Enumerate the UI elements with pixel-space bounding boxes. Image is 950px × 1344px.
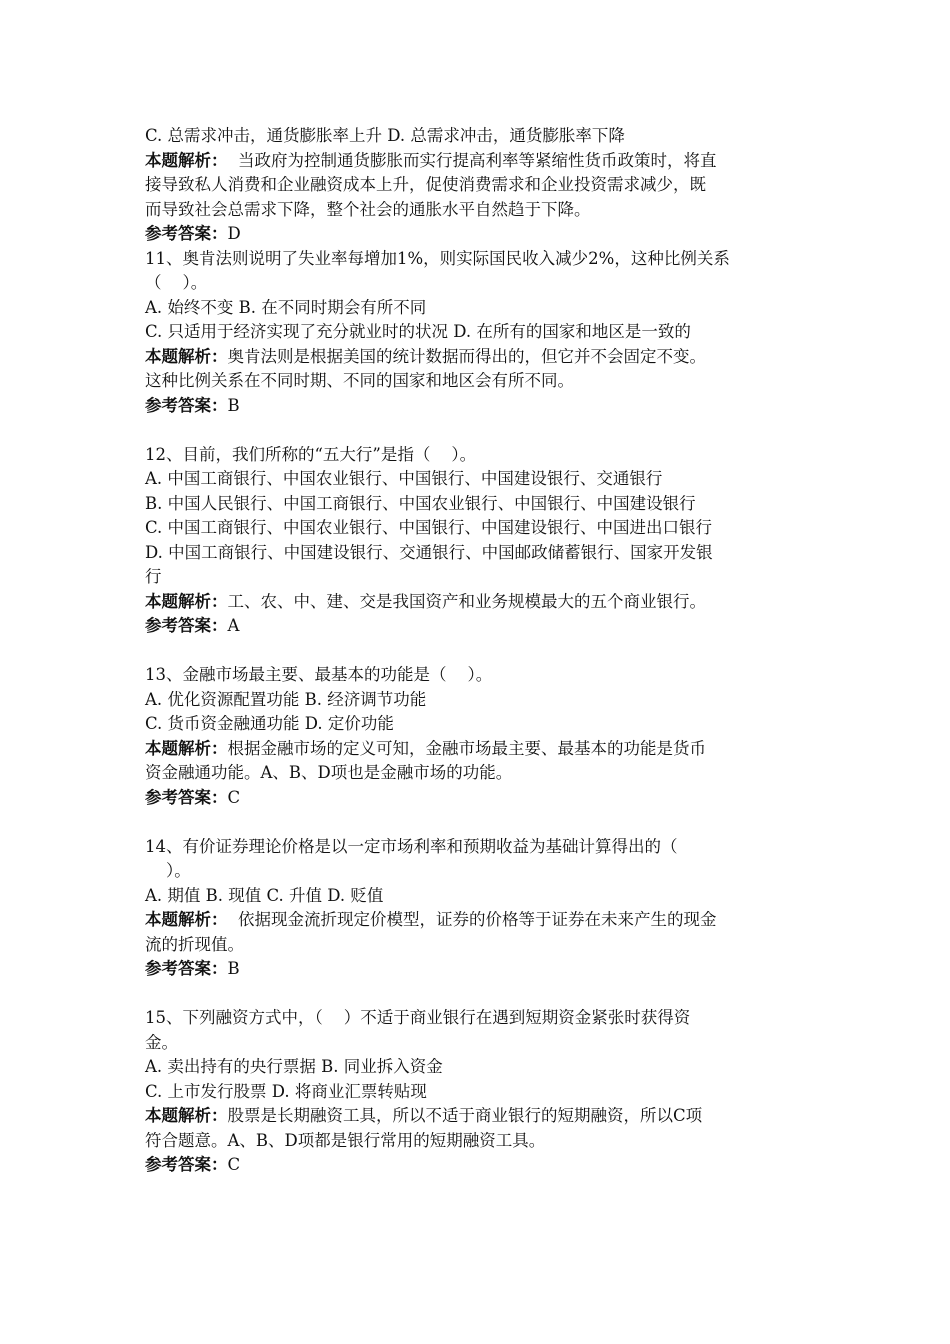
analysis-label: 本题解析： xyxy=(145,591,228,611)
analysis-line: 资金融通功能。A、B、D项也是金融市场的功能。 xyxy=(145,763,513,782)
option-line: C. 只适用于经济实现了充分就业时的状况 D. 在所有的国家和地区是一致的 xyxy=(145,322,691,341)
question-text: 12、目前，我们所称的“五大行”是指（ ）。 xyxy=(145,444,477,464)
analysis-label: 本题解析： xyxy=(145,150,228,170)
question-text: 11、奥肯法则说明了失业率每增加1%，则实际国民收入减少2%，这种比例关系 xyxy=(145,248,730,268)
question-15 xyxy=(145,1006,815,1178)
question-text: 13、金融市场最主要、最基本的功能是（ ）。 xyxy=(145,665,493,684)
analysis-text: 股票是长期融资工具，所以不适于商业银行的短期融资，所以C项 xyxy=(227,1106,703,1125)
answer-line xyxy=(145,1153,815,1178)
analysis-line xyxy=(145,1104,815,1129)
answer-value: C xyxy=(227,787,241,807)
question-text: ）。 xyxy=(145,861,191,880)
option-line: A. 期值 B. 现值 C. 升值 D. 贬值 xyxy=(145,885,384,905)
option-line: A. 卖出持有的央行票据 B. 同业拆入资金 xyxy=(145,1057,443,1076)
analysis-label: 本题解析： xyxy=(145,738,228,758)
answer-label: 参考答案： xyxy=(145,616,228,635)
answer-label: 参考答案： xyxy=(145,1155,228,1174)
answer-line xyxy=(145,957,815,982)
option-line: A. 中国工商银行、中国农业银行、中国银行、中国建设银行、交通银行 xyxy=(145,469,663,488)
answer-value: D xyxy=(227,224,241,243)
answer-label: 参考答案： xyxy=(145,959,228,978)
option-line: A. 始终不变 B. 在不同时期会有所不同 xyxy=(145,297,427,317)
question-text: （ ）。 xyxy=(145,273,208,292)
analysis-line: 接导致私人消费和企业融资成本上升，促使消费需求和企业投资需求减少，既 xyxy=(145,175,706,194)
spacer xyxy=(145,810,815,835)
option-line: C. 上市发行股票 D. 将商业汇票转贴现 xyxy=(145,1081,427,1101)
analysis-line xyxy=(145,345,815,370)
option-line: C. 货币资金融通功能 D. 定价功能 xyxy=(145,714,394,733)
document-body xyxy=(145,124,815,1178)
analysis-line: 而导致社会总需求下降，整个社会的通胀水平自然趋于下降。 xyxy=(145,199,591,219)
analysis-line xyxy=(145,737,815,762)
question-13 xyxy=(145,663,815,810)
analysis-text: 根据金融市场的定义可知，金融市场最主要、最基本的功能是货币 xyxy=(227,738,706,758)
analysis-line: 符合题意。A、B、D项都是银行常用的短期融资工具。 xyxy=(145,1130,546,1150)
question-text: 金。 xyxy=(145,1032,178,1052)
answer-line xyxy=(145,394,815,419)
question-14 xyxy=(145,835,815,982)
question-12 xyxy=(145,443,815,639)
spacer xyxy=(145,418,815,443)
analysis-line xyxy=(145,590,815,615)
analysis-label: 本题解析： xyxy=(145,910,228,929)
analysis-line xyxy=(145,908,815,933)
question-10-tail xyxy=(145,124,815,247)
analysis-text: 当政府为控制通货膨胀而实行提高利率等紧缩性货币政策时，将直 xyxy=(227,150,717,170)
answer-label: 参考答案： xyxy=(145,787,228,807)
spacer xyxy=(145,639,815,664)
spacer xyxy=(145,982,815,1007)
analysis-line: 这种比例关系在不同时期、不同的国家和地区会有所不同。 xyxy=(145,371,574,390)
answer-line xyxy=(145,786,815,811)
option-line: 行 xyxy=(145,567,162,586)
answer-line xyxy=(145,614,815,639)
option-line: C. 总需求冲击，通货膨胀率上升 D. 总需求冲击，通货膨胀率下降 xyxy=(145,126,625,145)
analysis-line: 流的折现值。 xyxy=(145,934,244,954)
answer-label: 参考答案： xyxy=(145,224,228,243)
analysis-text: 依据现金流折现定价模型，证券的价格等于证券在未来产生的现金 xyxy=(227,910,717,929)
analysis-text: 奥肯法则是根据美国的统计数据而得出的，但它并不会固定不变。 xyxy=(227,346,706,366)
answer-line xyxy=(145,222,815,247)
option-line: C. 中国工商银行、中国农业银行、中国银行、中国建设银行、中国进出口银行 xyxy=(145,518,713,537)
answer-label: 参考答案： xyxy=(145,395,228,415)
analysis-line xyxy=(145,149,815,174)
answer-value: C xyxy=(227,1155,241,1174)
question-11 xyxy=(145,247,815,419)
option-line: B. 中国人民银行、中国工商银行、中国农业银行、中国银行、中国建设银行 xyxy=(145,493,696,513)
question-text: 15、下列融资方式中，（ ）不适于商业银行在遇到短期资金紧张时获得资 xyxy=(145,1008,691,1027)
analysis-label: 本题解析： xyxy=(145,346,228,366)
question-text: 14、有价证券理论价格是以一定市场利率和预期收益为基础计算得出的（ xyxy=(145,836,678,856)
option-line: A. 优化资源配置功能 B. 经济调节功能 xyxy=(145,689,427,709)
answer-value: B xyxy=(227,395,240,415)
answer-value: A xyxy=(227,616,240,635)
analysis-label: 本题解析： xyxy=(145,1106,228,1125)
analysis-text: 工、农、中、建、交是我国资产和业务规模最大的五个商业银行。 xyxy=(227,591,706,611)
answer-value: B xyxy=(227,959,240,978)
option-line: D. 中国工商银行、中国建设银行、交通银行、中国邮政储蓄银行、国家开发银 xyxy=(145,542,713,562)
